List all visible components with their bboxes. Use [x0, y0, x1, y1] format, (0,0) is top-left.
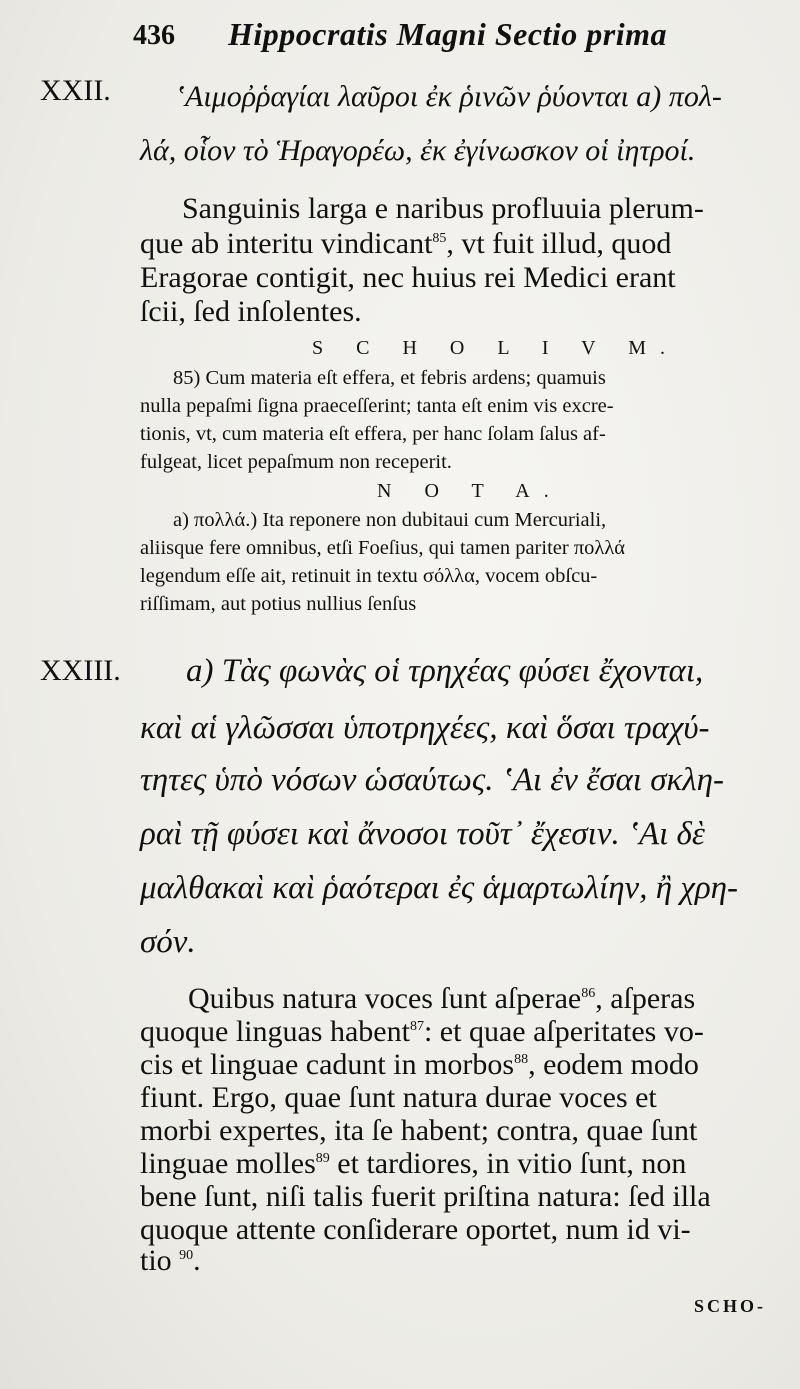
latin-text: tio	[140, 1244, 172, 1277]
greek-line: ραὶ τῇ φύσει καὶ ἄνοσοι τοῦτ᾽ ἔχεσιν. ʽΑι δὲ	[140, 816, 705, 852]
period: .	[193, 1244, 201, 1277]
latin-line: ſcii, ſed inſolentes.	[140, 295, 362, 328]
latin-line: fiunt. Ergo, quae ſunt natura durae voces et	[140, 1081, 657, 1114]
footnote-ref: 85	[432, 231, 447, 246]
latin-line: bene ſunt, niſi talis fuerit priſtina natura: ſed illa	[140, 1180, 711, 1213]
greek-line: ʽΑιμοῤῥαγίαι λαῦροι ἐκ ῥινῶν ῥύονται a) πολ-	[175, 80, 722, 113]
latin-text: Quibus natura voces ſunt aſperae	[188, 982, 582, 1015]
section-number-xxii: XXII.	[40, 74, 111, 107]
running-title: Hippocratis Magni Sectio prima	[228, 16, 668, 52]
latin-line	[140, 1048, 699, 1082]
latin-line: quoque attente conſiderare oportet, num id vi-	[140, 1213, 691, 1246]
nota-heading: N O T A.	[377, 480, 563, 502]
greek-line: σόν.	[140, 924, 196, 960]
footnote-ref: 89	[315, 1151, 330, 1166]
greek-line: λά, οἷον τὸ Ἡραγορέω, ἐκ ἐγίνωσκον οἱ ἰητροί.	[140, 134, 696, 167]
scholium-line: 85) Cum materia eſt effera, et febris ardens; quamuis	[173, 367, 606, 389]
greek-line: a) Τὰς φωνὰς οἱ τρηχέας φύσει ἔχονται,	[186, 653, 704, 689]
latin-line: Eragorae contigit, nec huius rei Medici erant	[140, 261, 676, 294]
nota-line: legendum eſſe ait, retinuit in textu σόλλα, vocem obſcu-	[140, 565, 598, 587]
scholium-line: nulla pepaſmi ſigna praeceſſerint; tanta eſt enim vis excre-	[140, 395, 614, 417]
scholium-line: fulgeat, licet pepaſmum non receperit.	[140, 451, 452, 473]
latin-line: Sanguinis larga e naribus profluuia plerum-	[182, 192, 704, 225]
latin-text: linguae molles	[140, 1147, 316, 1180]
latin-line	[140, 1244, 201, 1278]
scholium-line: tionis, vt, cum materia eſt effera, per hanc ſolam ſalus af-	[140, 423, 606, 445]
nota-line: a) πολλά.) Ita reponere non dubitaui cum Mercuriali,	[173, 509, 607, 531]
page-number: 436	[133, 20, 175, 51]
latin-line	[188, 982, 695, 1016]
latin-text: et tardiores, in vitio ſunt, non	[329, 1147, 687, 1180]
latin-text: que ab interitu vindicant	[140, 227, 433, 260]
footnote-ref: 88	[514, 1052, 529, 1067]
latin-text: , eodem modo	[528, 1048, 699, 1081]
latin-text: : et quae aſperitates vo-	[423, 1015, 704, 1048]
greek-line: τητες ὑπὸ νόσων ὡσαύτως. ʽΑι ἐν ἔσαι σκλη-	[140, 762, 724, 798]
latin-line	[140, 1015, 704, 1049]
catchword: SCHO-	[694, 1296, 767, 1316]
section-number-xxiii: XXIII.	[40, 654, 121, 687]
latin-text: , aſperas	[595, 982, 696, 1015]
footnote-ref: 90	[179, 1248, 194, 1263]
latin-text: , vt fuit illud, quod	[446, 227, 672, 260]
greek-line: μαλθακαὶ καὶ ῥαότεραι ἐς ἁμαρτωλίην, ἢ χρη-	[140, 870, 739, 906]
latin-line	[140, 227, 671, 261]
latin-line: morbi expertes, ita ſe habent; contra, quae ſunt	[140, 1114, 698, 1147]
latin-line	[140, 1147, 686, 1181]
latin-text: cis et linguae cadunt in morbos	[140, 1048, 515, 1081]
scholium-heading: S C H O L I V M.	[312, 337, 679, 359]
nota-line: riſſimam, aut potius nullius ſenſus	[140, 593, 417, 615]
greek-line: καὶ αἱ γλῶσσαι ὑποτρηχέες, καὶ ὅσαι τραχύ-	[140, 710, 710, 746]
nota-line: aliisque fere omnibus, etſi Foeſius, qui tamen pariter πολλά	[140, 537, 626, 559]
footnote-ref: 87	[409, 1019, 424, 1034]
latin-text: quoque linguas habent	[140, 1015, 410, 1048]
footnote-ref: 86	[581, 986, 596, 1001]
